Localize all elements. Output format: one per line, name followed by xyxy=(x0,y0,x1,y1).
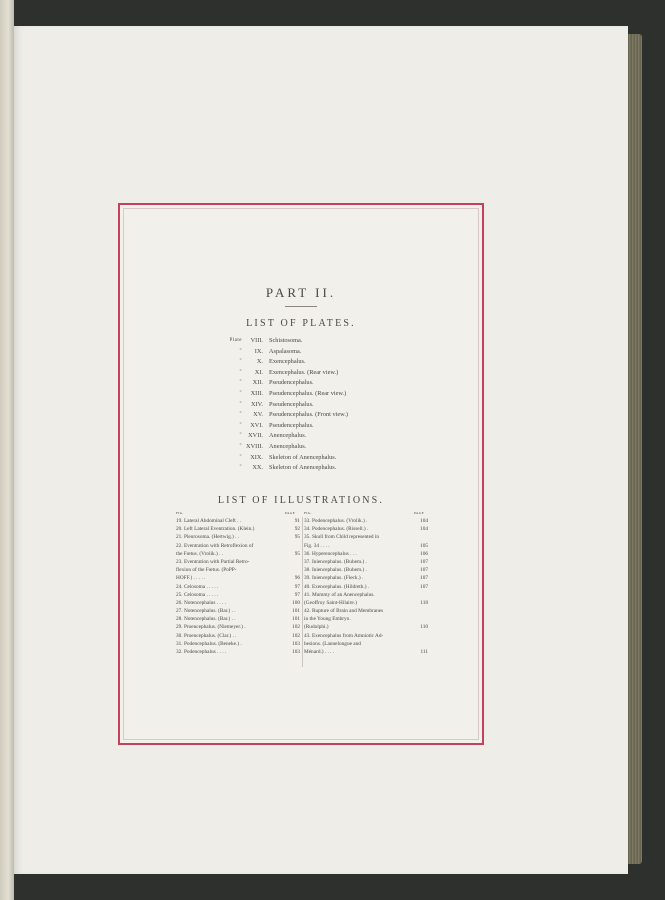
illustration-row xyxy=(304,542,428,550)
plate-number: XVII. xyxy=(248,432,263,440)
book-page xyxy=(14,26,628,874)
illustration-page: 107 xyxy=(420,575,428,582)
plate-prefix: " xyxy=(239,359,242,365)
illustration-row xyxy=(176,648,300,656)
illustration-row xyxy=(304,599,428,607)
page-column-label: PAGE xyxy=(285,511,296,515)
illustration-page: 106 xyxy=(420,550,428,557)
illustration-page: 101 xyxy=(292,616,300,623)
plate-number: XIV. xyxy=(251,400,263,408)
plate-description: Aspalasoma. xyxy=(269,347,302,355)
illustration-row xyxy=(176,517,300,525)
illustration-title: 19. Lateral Abdominal Cleft . . xyxy=(176,518,242,524)
page-column-label: PAGE xyxy=(414,511,425,515)
illustration-row xyxy=(304,640,428,648)
illustration-page: 104 xyxy=(420,526,428,533)
illustration-title: 32. Podencephalus . . . . xyxy=(176,649,227,655)
illustration-row xyxy=(176,591,300,599)
illustration-row xyxy=(176,623,300,631)
illustration-title: 28. Notencephalus. (Bar.) . . xyxy=(176,616,236,623)
plate-prefix: " xyxy=(239,412,242,418)
illustration-row xyxy=(176,550,300,558)
column-divider xyxy=(302,517,303,667)
illustration-page: 105 xyxy=(420,542,428,549)
illustration-row xyxy=(304,607,428,615)
illustration-title: 27. Notencephalus. (Bar.) . . xyxy=(176,608,236,615)
illustration-page: 102 xyxy=(292,624,300,631)
illustration-row xyxy=(304,623,428,631)
plate-prefix: " xyxy=(239,348,242,354)
illustration-row xyxy=(304,632,428,640)
illustration-row xyxy=(304,583,428,591)
plate-row xyxy=(216,431,416,442)
illustration-page: 102 xyxy=(292,632,300,639)
illustration-page xyxy=(414,615,428,623)
illustration-title: 26. Notencephalus . . . . xyxy=(176,599,227,606)
illustration-page: 103 xyxy=(292,649,300,655)
illustration-page: 107 xyxy=(420,558,428,565)
illustration-title: (Rudolphi.) xyxy=(304,624,329,631)
plate-prefix: " xyxy=(239,422,242,428)
plate-row xyxy=(216,463,416,474)
illustration-row xyxy=(176,558,300,566)
illustration-title: 20. Left Lateral Eventration. (Klein.) xyxy=(176,526,255,533)
illustration-page: 110 xyxy=(420,624,428,631)
illustration-row xyxy=(176,632,300,640)
illustration-title: 41. Mummy of an Anencephalus. xyxy=(304,591,375,598)
plate-number: XV. xyxy=(253,411,263,419)
illustration-title: the Fœtus. (Vrolik.) . . xyxy=(176,550,224,557)
illustration-row xyxy=(176,533,300,541)
illustration-row xyxy=(176,583,300,591)
illustration-title: 31. Podencephalus. (Beneke.) . xyxy=(176,640,242,647)
illustration-page: 95 xyxy=(294,550,300,557)
illustration-title: 38. Iniencephalus. (Buhem.) . xyxy=(304,567,367,574)
illustration-page: 92 xyxy=(294,526,300,533)
illustration-page: 104 xyxy=(420,518,428,524)
illustration-page: 97 xyxy=(294,583,300,590)
plate-number: VIII. xyxy=(250,337,263,344)
illustration-title: flexion of the Fœtus. (PoPP- xyxy=(176,567,237,574)
illustration-title: HOFF.) . . . . . xyxy=(176,575,206,582)
plate-description: Skeleton of Anencephalus. xyxy=(269,453,337,461)
illustration-page xyxy=(414,533,428,541)
plate-row xyxy=(216,378,416,389)
plate-prefix: " xyxy=(239,433,242,439)
plate-description: Anencephalus. xyxy=(269,442,307,450)
illustration-row xyxy=(176,574,300,582)
plate-prefix: " xyxy=(239,401,242,407)
illustration-row xyxy=(176,615,300,623)
illustration-row xyxy=(304,517,428,525)
plate-description: Pseudencephalus. xyxy=(269,421,314,429)
illustration-row xyxy=(304,525,428,533)
illustration-title: 40. Exencephalus. (Hildreth.) . xyxy=(304,583,370,590)
illustration-title: 29. Proencephalus. (Niemeyer.) . xyxy=(176,624,246,631)
illustration-row xyxy=(304,558,428,566)
illustration-row xyxy=(304,550,428,558)
illustration-row xyxy=(304,615,428,623)
plate-row xyxy=(216,336,416,347)
illustration-page xyxy=(414,640,428,648)
plate-number: XIII. xyxy=(250,389,263,397)
illustration-title: hesions. (Lannelongue and xyxy=(304,640,361,647)
plate-description: Anencephalus. xyxy=(269,432,307,440)
plate-number: XX. xyxy=(252,464,263,472)
plate-number: XI. xyxy=(254,368,263,376)
illustration-title: Ménard.) . . . . xyxy=(304,649,335,655)
illustration-title: 39. Iniencephalus. (Fleck.) . xyxy=(304,575,364,582)
plate-prefix: " xyxy=(239,369,242,375)
fig-column-label: FIG. xyxy=(304,511,312,515)
illustration-page: 95 xyxy=(294,534,300,541)
plate-description: Exencephalus. xyxy=(269,358,306,366)
plate-row xyxy=(216,368,416,379)
illustration-row xyxy=(304,591,428,599)
illustrations-heading: LIST OF ILLUSTRATIONS. xyxy=(217,495,385,506)
plate-number: XII. xyxy=(252,379,263,387)
illustration-page: 107 xyxy=(420,567,428,574)
plate-number: IX. xyxy=(254,347,263,355)
plate-number: XIX. xyxy=(250,453,263,461)
plate-prefix: " xyxy=(239,380,242,386)
illustration-title: 30. Proencephalus. (Clar.) . . xyxy=(176,632,237,639)
plate-row xyxy=(216,347,416,358)
illustration-title: 23. Eventration with Partial Retro- xyxy=(176,558,250,565)
illustration-page: 118 xyxy=(420,599,428,606)
illustration-title: 22. Eventration with Retroflexion of xyxy=(176,542,254,549)
contents-frame xyxy=(118,203,484,745)
plate-number: X. xyxy=(256,358,263,366)
plate-description: Pseudencephalus. xyxy=(269,400,314,408)
illustration-title: 21. Pleurosoma. (Hertwig.) . . xyxy=(176,534,240,541)
plate-number: XVIII. xyxy=(246,442,263,450)
illustration-page: 97 xyxy=(294,591,300,598)
illustration-title: 35. Skull from Child represented in xyxy=(304,534,380,541)
plate-number: XVI. xyxy=(250,421,263,429)
illustration-page: 96 xyxy=(294,575,300,582)
plate-description: Skeleton of Anencephalus. xyxy=(269,464,337,472)
plate-description: Pseudencephalus. xyxy=(269,379,314,387)
illustration-row xyxy=(304,533,428,541)
illustration-page: 107 xyxy=(420,583,428,590)
plate-row xyxy=(216,410,416,421)
illustration-page: 111 xyxy=(420,649,428,655)
illustration-row xyxy=(304,566,428,574)
plate-row xyxy=(216,357,416,368)
fig-column-label: FIG. xyxy=(176,511,184,515)
illustration-title: 43. Exencephalus from Amniotic Ad- xyxy=(304,632,384,639)
plate-row xyxy=(216,389,416,400)
plate-prefix: " xyxy=(239,390,242,396)
plate-prefix: " xyxy=(239,465,242,471)
illustration-title: 34. Podencephalus. (Rissell.) . xyxy=(304,526,369,533)
illustration-row xyxy=(176,525,300,533)
left-page-edge xyxy=(0,0,14,900)
illustration-title: 37. Iniencephalus. (Buhem.) . xyxy=(304,558,367,565)
illustration-page xyxy=(414,632,428,640)
plates-heading: LIST OF PLATES. xyxy=(246,318,356,329)
illustration-row xyxy=(176,566,300,574)
illustration-row xyxy=(176,542,300,550)
plate-description: Exencephalus. (Rear view.) xyxy=(269,368,339,376)
illustration-row xyxy=(304,574,428,582)
illustration-title: Fig. 34 . . . . xyxy=(304,542,330,549)
illustrations-left-column xyxy=(176,517,300,656)
plate-description: Schistosoma. xyxy=(269,337,303,344)
illustration-row xyxy=(304,648,428,656)
part-title: PART II. xyxy=(265,285,337,300)
illustration-page xyxy=(286,558,300,566)
illustration-title: 36. Hyperencephalus . . . xyxy=(304,550,357,557)
illustrations-right-column xyxy=(304,517,428,656)
plate-row xyxy=(216,453,416,464)
illustration-page: 103 xyxy=(292,640,300,647)
plate-row xyxy=(216,442,416,453)
title-rule xyxy=(285,306,317,307)
illustration-page: 91 xyxy=(294,518,300,524)
illustration-title: 25. Celosoma . . . . . xyxy=(176,591,219,598)
plate-row xyxy=(216,400,416,411)
illustration-title: 33. Podencephalus. (Vrolik.) . xyxy=(304,518,368,524)
illustration-row xyxy=(176,640,300,648)
plate-description: Pseudencephalus. (Front view.) xyxy=(269,411,348,419)
plate-prefix: " xyxy=(239,454,242,460)
illustration-page xyxy=(286,542,300,550)
plate-prefix: Plate xyxy=(229,338,242,343)
plate-prefix: " xyxy=(239,443,242,449)
illustration-title: (Geoffroy Saint-Hilaire.) xyxy=(304,599,357,606)
illustration-page: 100 xyxy=(292,599,300,606)
illustration-page xyxy=(414,591,428,599)
plate-row xyxy=(216,421,416,432)
illustration-row xyxy=(176,607,300,615)
illustration-row xyxy=(176,599,300,607)
illustration-page: 101 xyxy=(292,608,300,615)
plates-list xyxy=(216,336,416,474)
plate-description: Pseudencephalus. (Rear view.) xyxy=(269,389,347,397)
illustration-page xyxy=(414,607,428,615)
illustration-title: 24. Celosoma . . . . . xyxy=(176,583,219,590)
illustration-title: in the Young Embryo. xyxy=(304,616,351,623)
illustration-page xyxy=(286,566,300,574)
illustration-title: 42. Rupture of Brain and Membranes xyxy=(304,608,384,615)
